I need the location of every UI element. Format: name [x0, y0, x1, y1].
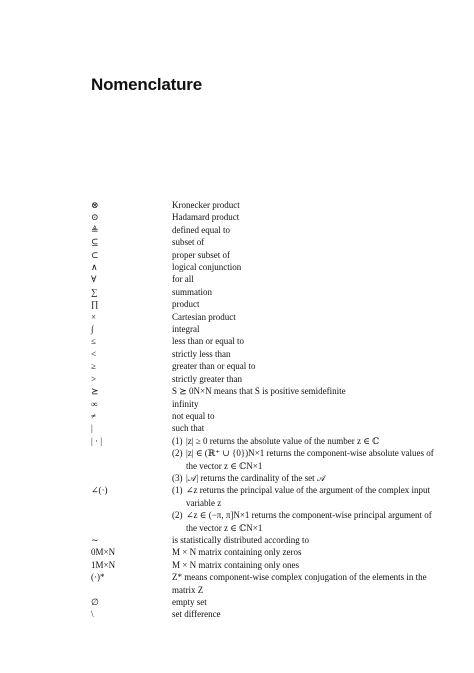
symbol: ⪰: [91, 386, 99, 397]
list-item: [91, 236, 436, 248]
description: empty set: [172, 597, 207, 607]
description: defined equal to: [172, 224, 230, 235]
sub-item-text: |z| ∈ (ℝ⁺ ∪ {0})N×1 returns the component-wise absolute values of the vector z ∈ ℂN×1: [186, 448, 434, 471]
sub-item-number: (2): [172, 510, 183, 521]
list-item: [91, 410, 436, 422]
list-item: [91, 311, 436, 323]
symbol: ∞: [91, 398, 98, 409]
symbol: ⊗: [91, 200, 99, 210]
description: Hadamard product: [172, 212, 240, 223]
sub-item: [172, 509, 436, 534]
description: [172, 435, 436, 485]
symbol: ≠: [91, 410, 96, 421]
sub-item-number: (1): [172, 485, 183, 496]
list-item: [91, 273, 436, 285]
list-item: [91, 286, 436, 298]
description: summation: [172, 286, 212, 297]
description: greater than or equal to: [172, 361, 256, 372]
sub-item: [172, 435, 436, 447]
symbol: ∅: [91, 597, 99, 607]
list-item: [91, 348, 436, 360]
symbol: ⊙: [91, 212, 99, 223]
list-item: [91, 373, 436, 385]
sub-item-text: |𝒜| returns the cardinality of the set 𝒜: [186, 472, 326, 483]
symbol: ∏: [91, 299, 99, 310]
symbol: ×: [91, 311, 97, 322]
symbol: ∫: [91, 324, 94, 335]
description: proper subset of: [172, 249, 230, 260]
sub-item-text: |z| ≥ 0 returns the absolute value of the number z ∈ ℂ: [186, 435, 380, 446]
symbol: ≜: [91, 224, 99, 235]
list-item: [91, 323, 436, 335]
symbol: ∑: [91, 286, 98, 297]
sub-item-number: (3): [172, 472, 183, 483]
sub-item-number: (1): [172, 435, 183, 446]
description: product: [172, 299, 200, 310]
sub-item: [172, 472, 436, 484]
sub-item-text: ∠z returns the principal value of the argument of the complex input variable z: [186, 485, 431, 508]
description: not equal to: [172, 410, 215, 421]
symbol: ∼: [91, 534, 99, 545]
list-item: [91, 422, 436, 434]
symbol: |: [91, 423, 93, 434]
symbol: ≥: [91, 361, 96, 372]
description: [172, 484, 436, 534]
list-item: [91, 199, 436, 211]
list-item: [91, 571, 436, 596]
list-item: [91, 534, 436, 546]
description: M × N matrix containing only zeros: [172, 547, 302, 558]
symbol: >: [91, 373, 97, 384]
list-item: [91, 211, 436, 223]
symbol: ≤: [91, 336, 96, 347]
list-item: [91, 298, 436, 310]
list-item: [91, 608, 436, 620]
description: such that: [172, 423, 205, 434]
description: Cartesian product: [172, 311, 236, 322]
list-item: [91, 559, 436, 571]
list-item: [91, 596, 436, 608]
list-item-angle: [91, 484, 436, 534]
description: M × N matrix containing only ones: [172, 559, 300, 570]
symbol: <: [91, 348, 97, 359]
symbol: 1M×N: [91, 559, 116, 570]
list-item: [91, 335, 436, 347]
description: integral: [172, 324, 200, 335]
list-item: [91, 360, 436, 372]
list-item: [91, 224, 436, 236]
symbol: ∠(·): [91, 485, 108, 496]
list-item: [91, 546, 436, 558]
symbol: ⊂: [91, 249, 99, 260]
description: is statistically distributed according to: [172, 534, 309, 545]
description: logical conjunction: [172, 262, 242, 273]
description: strictly less than: [172, 348, 231, 359]
sub-item-number: (2): [172, 448, 183, 459]
list-item-absolute-value: [91, 435, 436, 485]
description: infinity: [172, 398, 199, 409]
sub-item: [172, 484, 436, 509]
nomenclature-list: [91, 199, 436, 621]
symbol: \: [91, 609, 94, 620]
description: set difference: [172, 609, 221, 620]
symbol: | · |: [91, 435, 103, 446]
list-item: [91, 261, 436, 273]
description: less than or equal to: [172, 336, 244, 347]
description: subset of: [172, 237, 205, 248]
sub-item: [172, 447, 436, 472]
symbol: ∧: [91, 262, 98, 273]
description: for all: [172, 274, 194, 285]
symbol: (·)*: [91, 572, 105, 583]
list-item: [91, 385, 436, 397]
symbol: ⊆: [91, 237, 99, 248]
description: Z* means component-wise complex conjugation of the elements in the matrix Z: [172, 572, 427, 595]
symbol: 0M×N: [91, 547, 116, 558]
description: strictly greater than: [172, 373, 242, 384]
sub-item-text: ∠z ∈ (−π, π]N×1 returns the component-wise principal argument of the vector z ∈ ℂN×1: [186, 510, 432, 533]
list-item: [91, 249, 436, 261]
page-title: Nomenclature: [91, 75, 202, 94]
symbol: ∀: [91, 274, 97, 285]
description: Kronecker product: [172, 200, 240, 210]
list-item: [91, 398, 436, 410]
description: S ⪰ 0N×N means that S is positive semidefinite: [172, 386, 346, 397]
